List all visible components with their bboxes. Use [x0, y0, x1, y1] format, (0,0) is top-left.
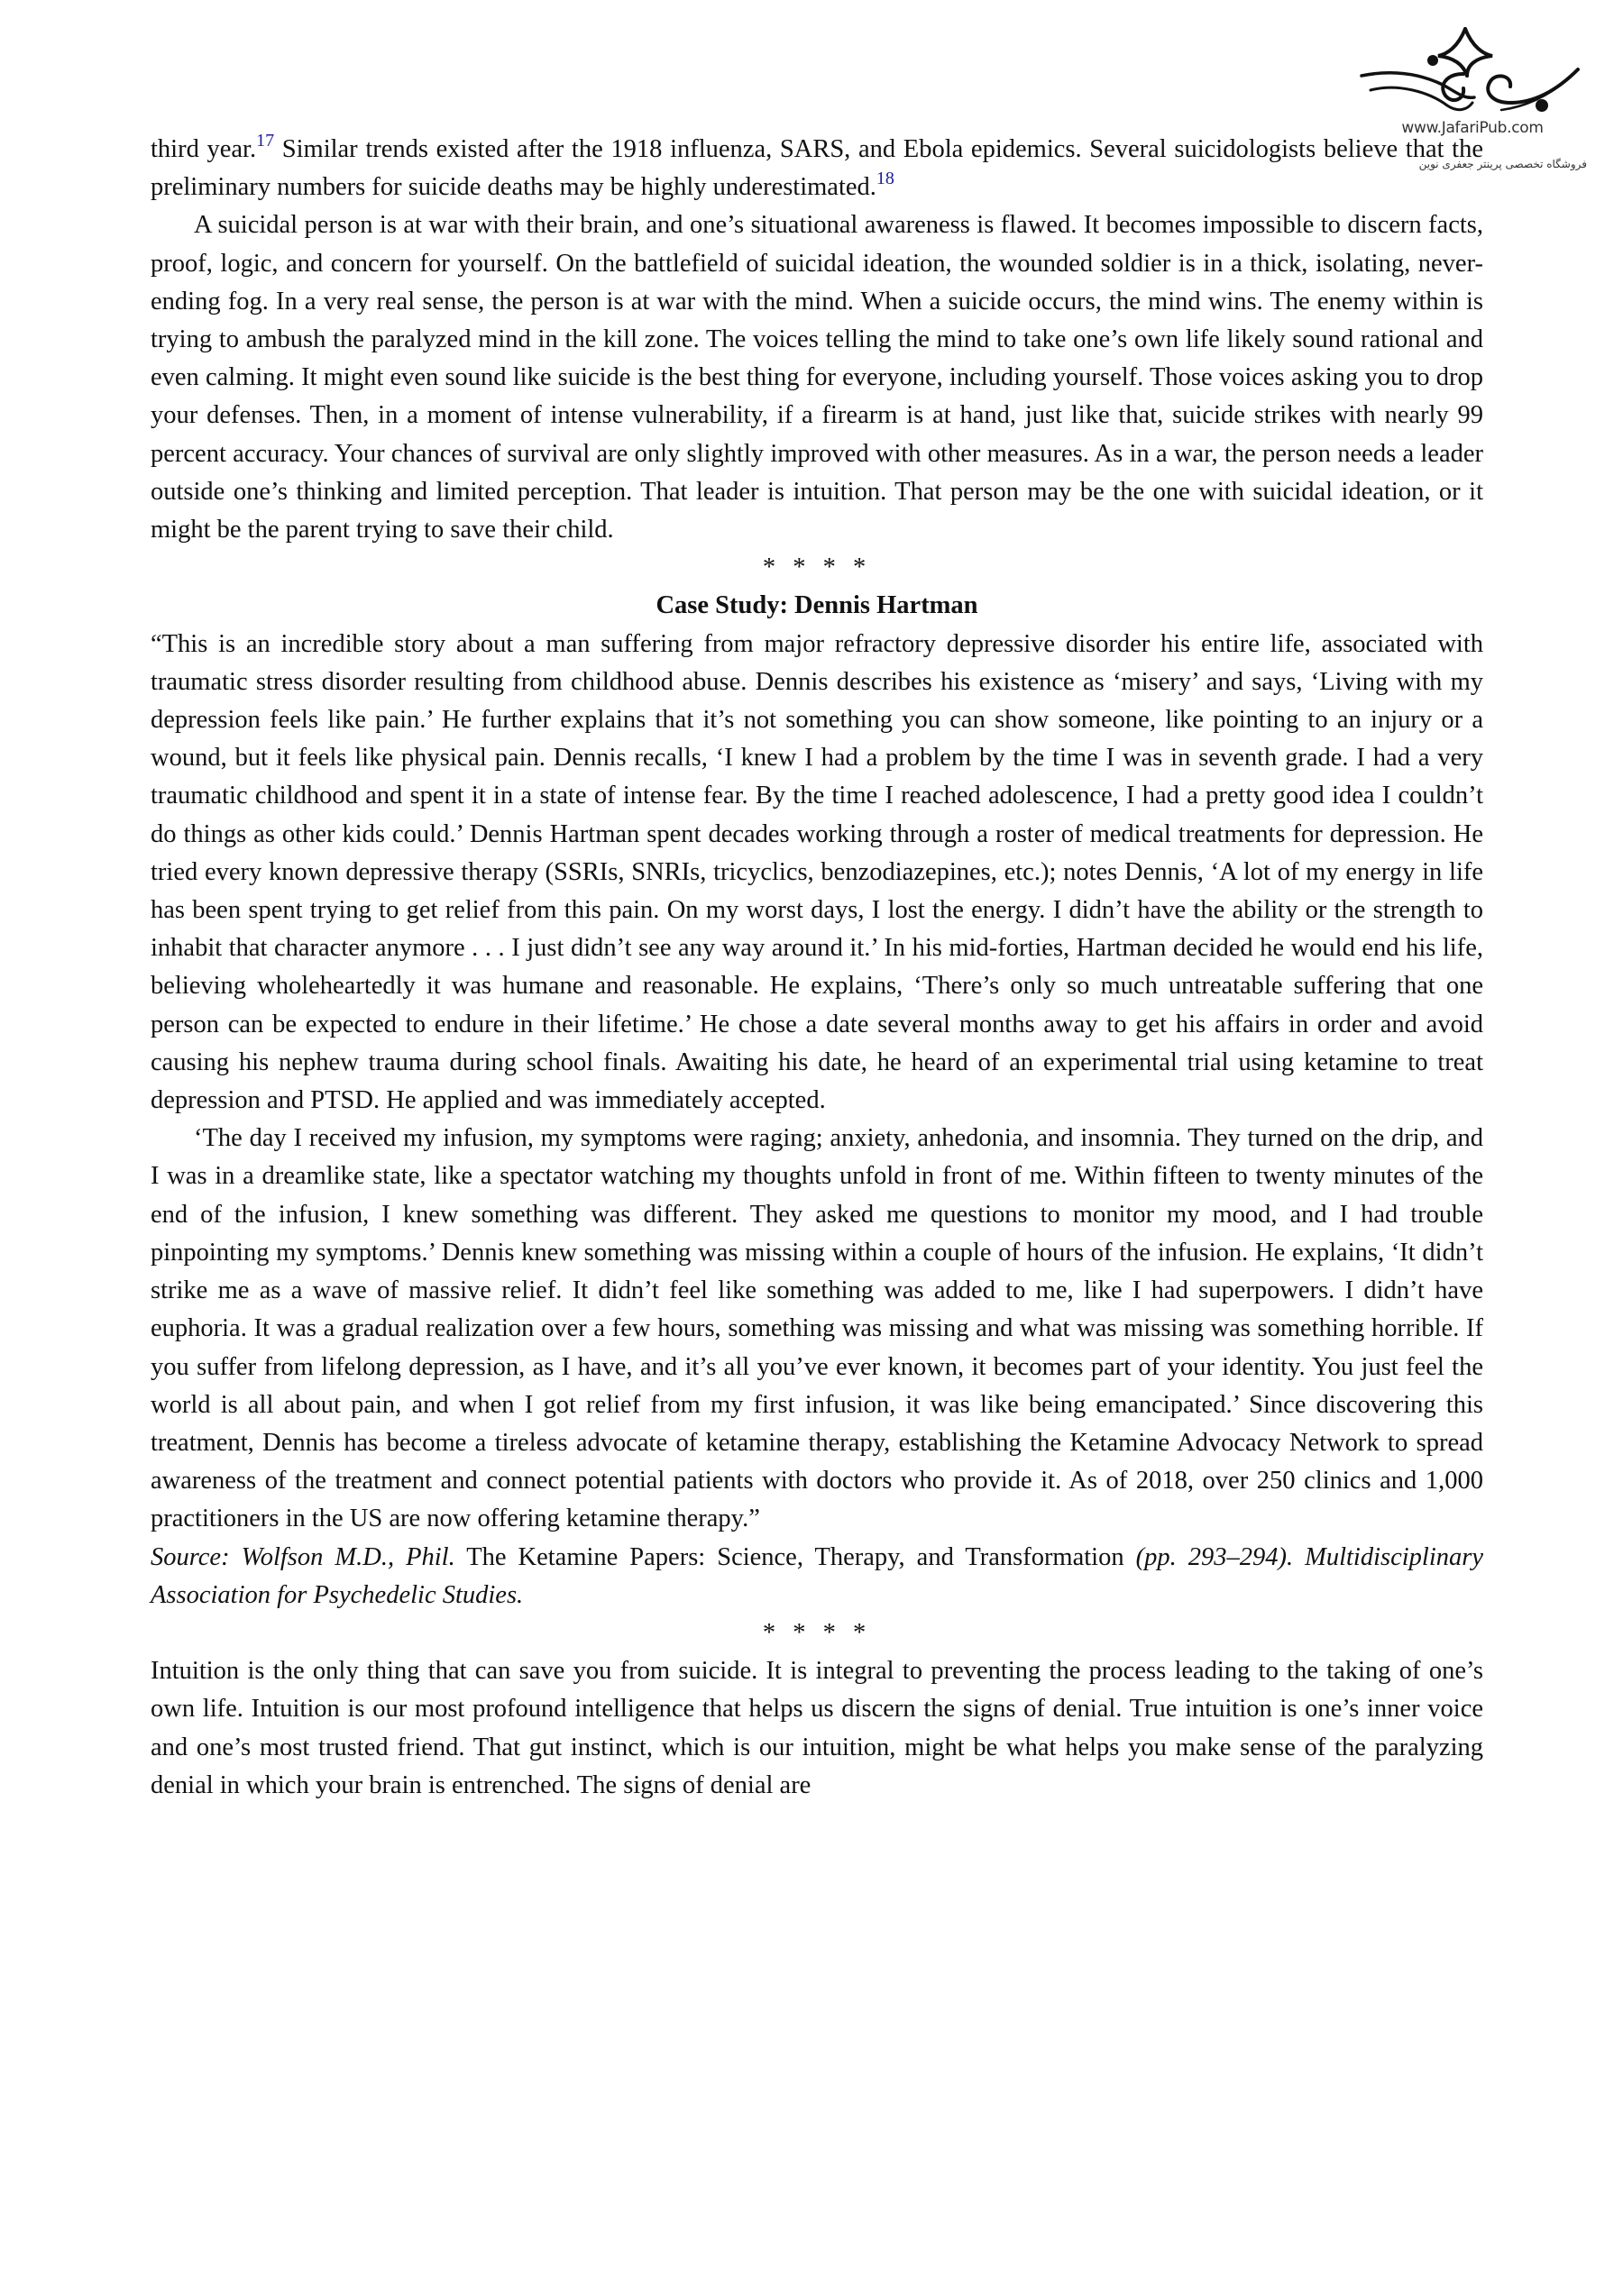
section-separator: * * * *: [762, 553, 872, 582]
footnote-ref-18[interactable]: 18: [876, 169, 894, 189]
source-publisher: (pp. 293–294). Multidisciplinary Association for Psychedelic Studies.: [151, 1542, 1484, 1609]
case-study-paragraph-1: “This is an incredible story about a man suffering from major refractory depressive disorder his entire life, associated with traumatic stress disorder resulting from childhood abuse. Dennis describes his existence as ‘misery’ and says, ‘Living with my depression feels like pain.’ He further explains that it’s not something you can show someone, like pointing to an injury or a wound, but it feels like physical pain. Dennis recalls, ‘I knew I had a problem by the time I was in seventh grade. I had a very traumatic childhood and spent it in a state of intense fear. By the time I reached adolescence, I had a pretty good idea I couldn’t do things as other kids could.’ Dennis Hartman spent decades working through a roster of medical treatments for depression. He tried every known depressive therapy (SSRIs, SNRIs, tricyclics, benzodiazepines, etc.); notes Dennis, ‘A lot of my energy in life has been spent trying to get relief from this pain. On my worst days, I lost the energy. I didn’t have the ability or the strength to inhabit that character anymore . . . I just didn’t see any way around it.’ In his mid-forties, Hartman decided he would end his life, believing wholeheartedly it was humane and reasonable. He explains, ‘There’s only so much untreatable suffering that one person can be expected to endure in their lifetime.’ He chose a date several months away to get his affairs in order and avoid causing his nephew trauma during school finals. Awaiting his date, he heard of an experimental trial using ketamine to treat depression and PTSD. He applied and was immediately accepted.: [151, 629, 1483, 1115]
document-page: [151, 131, 1483, 1805]
paragraph-text: third year.: [151, 135, 257, 163]
source-author: Source: Wolfson M.D., Phil.: [151, 1542, 455, 1571]
footnote-ref-17[interactable]: 17: [256, 131, 275, 151]
publisher-url: www.JafariPub.com: [1401, 119, 1544, 137]
case-study-paragraph-2: ‘The day I received my infusion, my symptoms were raging; anxiety, anhedonia, and insomnia. They turned on the drip, and I was in a dreamlike state, like a spectator watching my thoughts unfold in front of me. Within fifteen to twenty minutes of the end of the infusion, I knew something was different. They asked me questions to monitor my mood, and I had trouble pinpointing my symptoms.’ Dennis knew something was missing within a couple of hours of the infusion. He explains, ‘It didn’t strike me as a wave of massive relief. It didn’t feel like something was added to me, like I had superpowers. I didn’t have euphoria. It was a gradual realization over a few hours, something was missing and what was missing was something horrible. If you suffer from lifelong depression, as I have, and it’s all you’ve ever known, it becomes part of your identity. You just feel the world is all about pain, and when I got relief from my first infusion, it was like being emancipated.’ Since discovering this treatment, Dennis has become a tireless advocate of ketamine therapy, establishing the Ketamine Advocacy Network to spread awareness of the treatment and connect potential patients with doctors who provide it. As of 2018, over 250 clinics and 1,000 practitioners in the US are now offering ketamine therapy.”: [151, 1124, 1483, 1533]
paragraph-intro: [151, 131, 1483, 206]
paragraph-text: Similar trends existed after the 1918 influenza, SARS, and Ebola epidemics. Several suicidologists believe that the preliminary numbers for suicide deaths may be highly underestimated.: [151, 135, 1484, 202]
source-citation: [151, 1539, 1483, 1615]
paragraph-war-with-mind: A suicidal person is at war with their brain, and one’s situational awareness is flawed. It becomes impossible to discern facts, proof, logic, and concern for yourself. On the battlefield of suicidal ideation, the wounded soldier is in a thick, isolating, never-ending fog. In a very real sense, the person is at war with the mind. When a suicide occurs, the mind wins. The enemy within is trying to ambush the paralyzed mind in the kill zone. The voices telling the mind to take one’s own life likely sound rational and even calming. It might even sound like suicide is the best thing for everyone, including yourself. Those voices asking you to drop your defenses. Then, in a moment of intense vulnerability, if a firearm is at hand, just like that, suicide strikes with nearly 99 percent accuracy. Your chances of survival are only slightly improved with other measures. As in a war, the person needs a leader outside one’s thinking and limited perception. That leader is intuition. That person may be the one with suicidal ideation, or it might be the parent trying to save their child.: [151, 211, 1483, 544]
paragraph-intuition: Intuition is the only thing that can save you from suicide. It is integral to preventing the process leading to the taking of one’s own life. Intuition is our most profound intelligence that helps us discern the signs of denial. True intuition is one’s inner voice and one’s most trusted friend. That gut instinct, which is our intuition, might be what helps you make sense of the paralyzing denial in which your brain is entrenched. The signs of denial are: [151, 1657, 1483, 1799]
source-book-title: The Ketamine Papers: Science, Therapy, and Transformation: [454, 1542, 1136, 1571]
section-separator: * * * *: [762, 1618, 872, 1647]
jafaripub-calligraphy-icon: [1357, 20, 1587, 119]
publisher-tagline: فروشگاه تخصصی پرینتر جعفری نوین: [1418, 158, 1587, 170]
case-study-title: Case Study: Dennis Hartman: [656, 591, 978, 620]
